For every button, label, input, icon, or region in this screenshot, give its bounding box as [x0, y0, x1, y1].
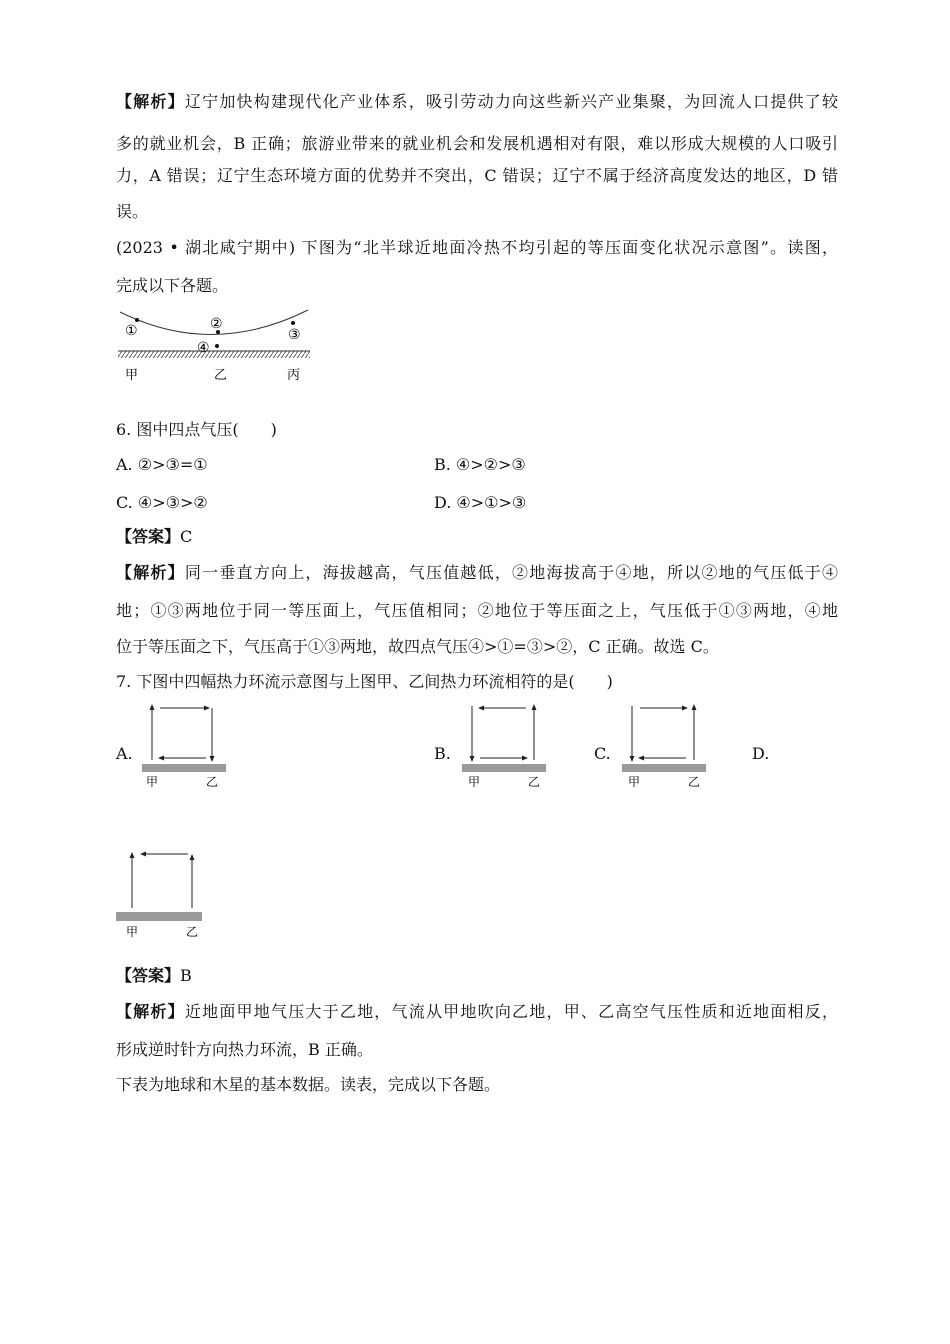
label-jia: 甲 [468, 775, 481, 789]
label-yi: 乙 [186, 925, 199, 939]
arrowhead [470, 756, 475, 762]
analysis-text: 辽宁加快构建现代化产业体系，吸引劳动力向这些新兴产业集聚，为回流人口提供了较 [184, 92, 838, 111]
analysis-label: 【解析】 [116, 92, 185, 111]
point-2-label: ② [210, 316, 223, 332]
point-4-label: ④ [197, 340, 210, 356]
intro-line-2: 完成以下各题。 [116, 276, 229, 295]
place-jia: 甲 [125, 368, 139, 383]
ground-bar [462, 764, 546, 772]
next-intro: 下表为地球和木星的基本数据。读表，完成以下各题。 [116, 1075, 501, 1094]
q5-analysis-line-4: 误。 [116, 202, 149, 221]
q7-analysis-line-2: 形成逆时针方向热力环流，B 正确。 [116, 1040, 373, 1059]
q7-option-d[interactable]: D. [752, 744, 770, 763]
q6-option-d[interactable]: D. ④>①>③ [434, 493, 527, 512]
arrowhead [190, 854, 195, 860]
intro-line-1: (2023 • 湖北咸宁期中) 下图为“北半球近地面冷热不均引起的等压面变化状况示意图”。读图， [116, 238, 838, 257]
arrowhead [204, 706, 210, 711]
point-4-dot [215, 344, 219, 348]
point-3-dot [291, 321, 295, 325]
circulation-diagram-b [460, 700, 552, 792]
circulation-diagram-a [140, 700, 232, 792]
label-yi: 乙 [206, 775, 219, 789]
q6-option-b[interactable]: B. ④>②>③ [434, 455, 526, 474]
arrowhead [140, 852, 146, 857]
arrowhead [522, 756, 528, 761]
label-jia: 甲 [146, 775, 159, 789]
q7-option-a[interactable]: A. [116, 744, 133, 763]
arrowhead [210, 756, 215, 762]
q7-analysis-line-1 [116, 1002, 838, 1022]
arrowhead [638, 756, 644, 761]
q7-option-b[interactable]: B. [434, 744, 451, 763]
place-yi: 乙 [214, 368, 228, 383]
point-1-label: ① [125, 323, 138, 339]
q7-stem: 7. 下图中四幅热力环流示意图与上图甲、乙间热力环流相符的是( ) [116, 672, 613, 691]
arrowhead [150, 704, 155, 710]
arrowhead [682, 706, 688, 711]
q5-analysis-line-1 [116, 92, 838, 112]
q7-answer [116, 966, 838, 986]
analysis-label: 【解析】 [116, 563, 185, 582]
ground-bar [622, 764, 706, 772]
circulation-diagram-d [112, 848, 208, 944]
analysis-text: 近地面甲地气压大于乙地，气流从甲地吹向乙地，甲、乙高空气压性质和近地面相反， [184, 1002, 838, 1021]
arrowhead [158, 756, 164, 761]
ground-bar [116, 912, 202, 921]
label-jia: 甲 [126, 925, 139, 939]
ground-bar [142, 764, 226, 772]
arrowhead [478, 706, 484, 711]
arrowhead [130, 852, 135, 858]
analysis-text: 同一垂直方向上，海拔越高，气压值越低，②地海拔高于④地，所以②地的气压低于④ [184, 563, 838, 582]
place-bing: 丙 [287, 368, 301, 383]
q5-analysis-line-3: 力，A 错误；辽宁生态环境方面的优势并不突出，C 错误；辽宁不属于经济高度发达的地区，D 错 [116, 166, 838, 185]
point-3-label: ③ [288, 327, 301, 343]
q6-option-c[interactable]: C. ④>③>② [116, 493, 208, 512]
q5-analysis-line-2: 多的就业机会，B 正确；旅游业带来的就业机会和发展机遇相对有限，难以形成大规模的人口吸引 [116, 134, 838, 153]
arrowhead [692, 704, 697, 710]
arrowhead [630, 756, 635, 762]
q6-analysis-line-1 [116, 563, 838, 583]
label-yi: 乙 [688, 775, 701, 789]
circulation-diagram-c [620, 700, 712, 792]
analysis-label: 【解析】 [116, 1002, 185, 1021]
q6-stem: 6. 图中四点气压( ) [116, 420, 277, 439]
q6-answer [116, 527, 838, 547]
q6-analysis-line-2: 地；①③两地位于同一等压面上，气压值相同；②地位于等压面之上，气压低于①③两地，④地 [116, 601, 838, 620]
answer-label: 【答案】 [116, 966, 181, 985]
answer-label: 【答案】 [116, 527, 181, 546]
answer-value: C [180, 527, 193, 546]
answer-value: B [180, 966, 192, 985]
q6-analysis-line-3: 位于等压面之下，气压高于①③两地，故四点气压④>①=③>②，C 正确。故选 C。 [116, 637, 719, 656]
isobar-figure [112, 306, 317, 386]
point-1-dot [135, 318, 139, 322]
q7-option-c[interactable]: C. [594, 744, 611, 763]
label-jia: 甲 [628, 775, 641, 789]
arrowhead [532, 704, 537, 710]
ground-hatch [118, 351, 310, 358]
q6-option-a[interactable]: A. ②>③=① [116, 455, 208, 474]
label-yi: 乙 [528, 775, 541, 789]
